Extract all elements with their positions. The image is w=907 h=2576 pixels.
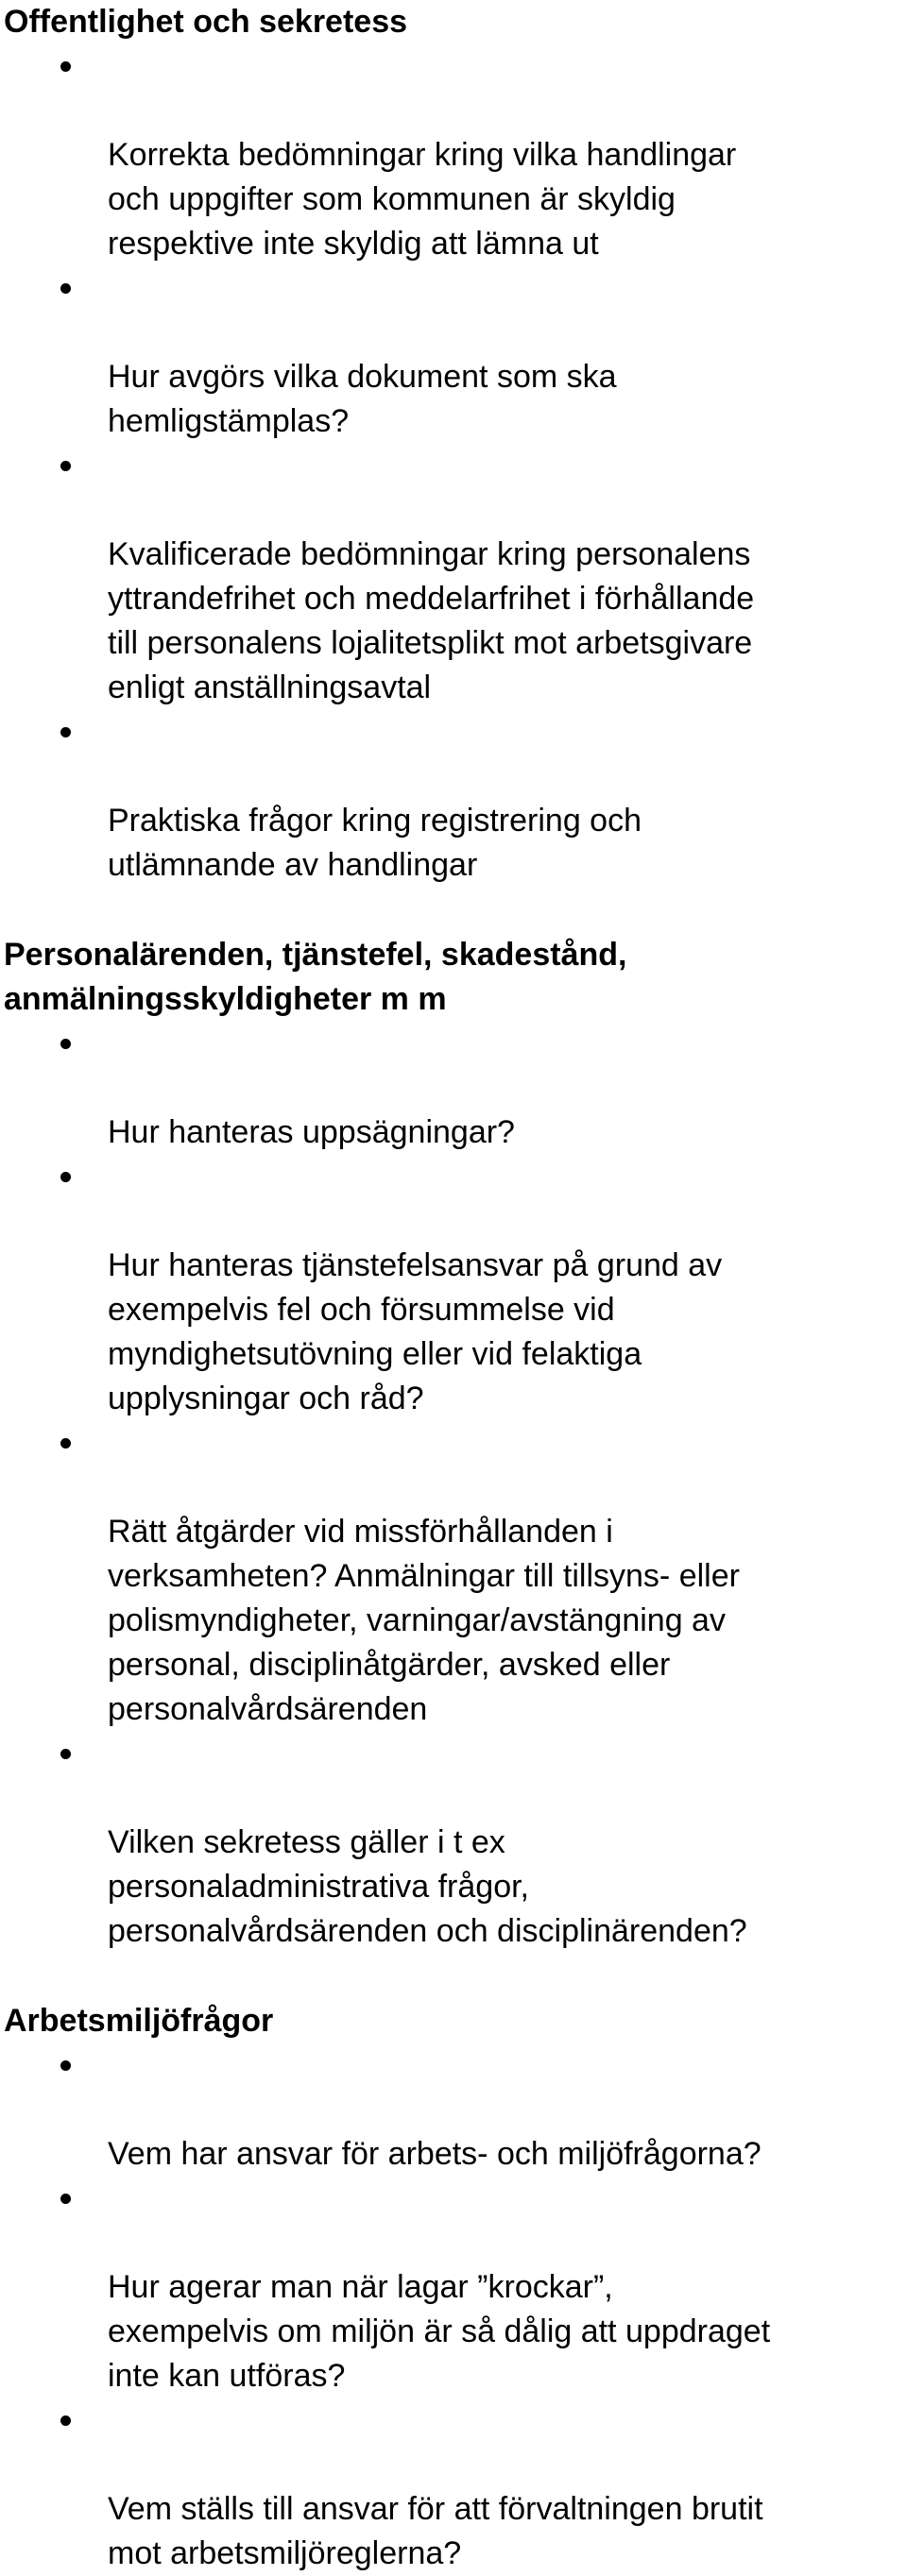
list-item-text: Kvalificerade bedömningar kring personalens yttrandefrihet och meddelarfrihet i förhållande till personalens lojalitetsplikt mot arbetsgivare enligt anställningsavtal	[108, 536, 755, 705]
bullet-icon	[60, 283, 71, 294]
bullet-icon	[60, 61, 71, 72]
bullet-icon	[60, 1438, 71, 1449]
list-item	[4, 2043, 901, 2177]
bullet-icon	[60, 2060, 71, 2071]
list-item	[4, 2398, 901, 2576]
list-item-text: Vem har ansvar för arbets- och miljöfrågorna?	[108, 2136, 762, 2172]
list-item	[4, 444, 901, 710]
section-heading: Arbetsmiljöfrågor	[4, 2003, 274, 2039]
list-item	[4, 266, 901, 444]
bullet-icon	[60, 1749, 71, 1759]
list-item-text: Vem ställs till ansvar för att förvaltningen brutit mot arbetsmiljöreglerna?	[108, 2491, 763, 2571]
bullet-icon	[60, 461, 71, 471]
list-item	[4, 1022, 901, 1155]
bullet-icon	[60, 2415, 71, 2426]
section-heading: Offentlighet och sekretess	[4, 4, 408, 40]
list-item	[4, 2177, 901, 2398]
bullet-icon	[60, 2194, 71, 2204]
section-heading: Personalärenden, tjänstefel, skadestånd, anmälningsskyldigheter m m	[4, 937, 627, 1017]
bullet-list	[4, 2043, 901, 2576]
list-item-text: Hur hanteras tjänstefelsansvar på grund av exempelvis fel och försummelse vid myndighetsutövning eller vid felaktiga upplysningar och råd?	[108, 1247, 723, 1416]
section-personalarenden	[4, 933, 901, 1954]
list-item-text: Rätt åtgärder vid missförhållanden i verksamheten? Anmälningar till tillsyns- eller polismyndigheter, varningar/avstängning av personal, disciplinåtgärder, avsked eller personalvårdsärenden	[108, 1514, 740, 1727]
list-item-text: Hur hanteras uppsägningar?	[108, 1114, 515, 1150]
bullet-icon	[60, 727, 71, 737]
list-item-text: Vilken sekretess gäller i t ex personaladministrativa frågor, personalvårdsärenden och disciplinärenden?	[108, 1824, 747, 1949]
list-item-text: Hur agerar man när lagar ”krockar”, exempelvis om miljön är så dålig att uppdraget inte kan utföras?	[108, 2269, 771, 2394]
list-item-text: Hur avgörs vilka dokument som ska hemligstämplas?	[108, 359, 617, 439]
document	[4, 0, 901, 2576]
list-item	[4, 1732, 901, 1954]
bullet-icon	[60, 1172, 71, 1182]
section-arbetsmiljofragor	[4, 1999, 901, 2576]
bullet-icon	[60, 1039, 71, 1049]
list-item	[4, 1155, 901, 1421]
list-item-text: Praktiska frågor kring registrering och utlämnande av handlingar	[108, 803, 642, 883]
list-item	[4, 44, 901, 266]
bullet-list	[4, 44, 901, 888]
section-offentlighet-och-sekretess	[4, 0, 901, 888]
list-item	[4, 710, 901, 888]
bullet-list	[4, 1022, 901, 1954]
list-item-text: Korrekta bedömningar kring vilka handlingar och uppgifter som kommunen är skyldig respektive inte skyldig att lämna ut	[108, 137, 737, 262]
list-item	[4, 1421, 901, 1732]
